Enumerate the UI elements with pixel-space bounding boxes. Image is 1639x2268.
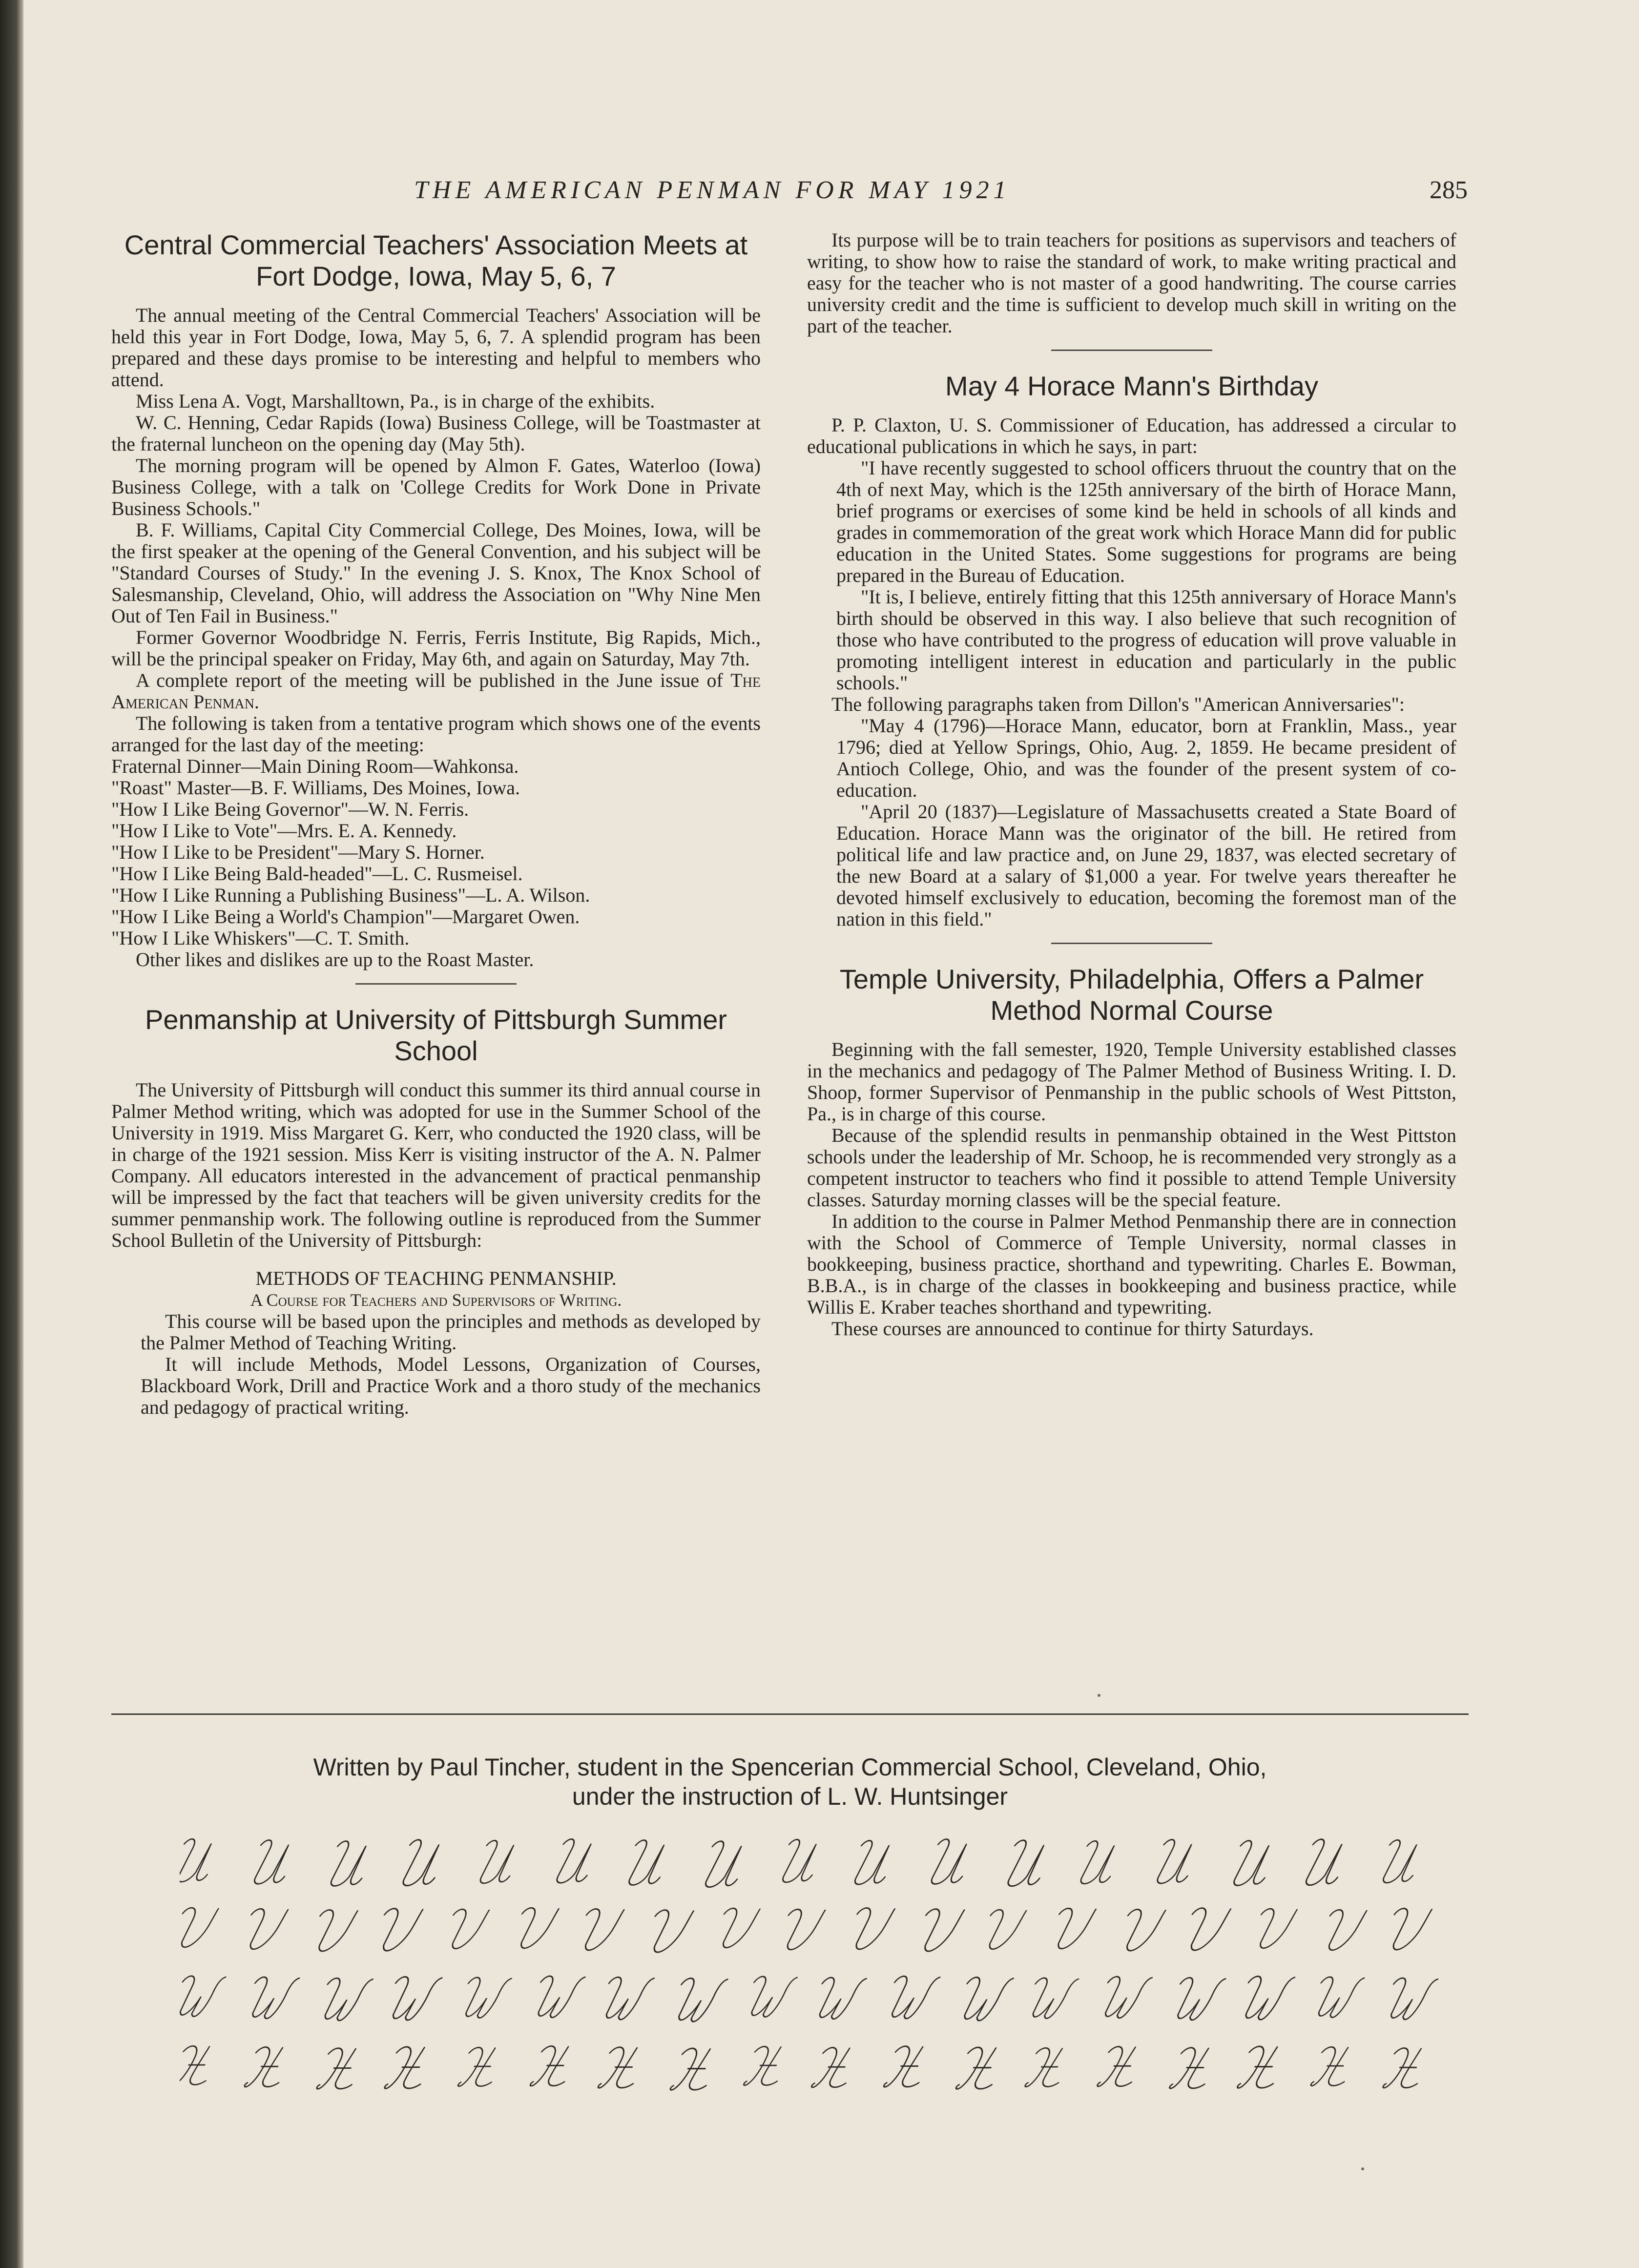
handwritten-letter-u: [623, 1840, 672, 1885]
caption-line: Written by Paul Tincher, student in the Spencerian Commercial School, Cleveland, Ohio,: [313, 1753, 1267, 1781]
quotation: "May 4 (1796)—Horace Mann, educator, born at Franklin, Mass., year 1796; died at Yellow Springs, Ohio, Aug. 2, 1859. He became president of Antioch College, Ohio, and was the founder of the present system of co-education.: [836, 715, 1456, 801]
letter-stroke: [1236, 1976, 1295, 2020]
paragraph: The annual meeting of the Central Commercial Teachers' Association will be held this year in Fort Dodge, Iowa, May 5, 6, 7. A splendid program has been prepared and these days promise to be interesting and helpful to members who attend.: [111, 304, 761, 391]
letter-stroke: [1048, 1908, 1096, 1949]
quotation: "April 20 (1837)—Legislature of Massachusetts created a State Board of Education. Horace Mann was the originator of the bill. He retired from political life and law practice and, on June 29, 1837, was elected secretary of the new Board at a salary of $1,000 a year. For twelve years thereafter he devoted himself exclusively to education, becoming the foremost man of the nation in this field.": [836, 801, 1456, 930]
paragraph: P. P. Claxton, U. S. Commissioner of Education, has addressed a circular to educational publications in which he says, in part:: [807, 414, 1456, 457]
letter-stroke: [670, 2048, 718, 2090]
paragraph: These courses are announced to continue for thirty Saturdays.: [831, 1318, 1314, 1340]
handwritten-letter-v: [777, 1909, 825, 1950]
handwritten-letter-v: [1383, 1909, 1432, 1950]
letter-stroke: [244, 1977, 300, 2019]
article-title-horace-mann: May 4 Horace Mann's Birthday: [945, 371, 1318, 401]
paragraph: Because of the splendid results in penmanship obtained in the West Pittston schools under the leadership of Mr. Schoop, he is recommended very strongly as a competent instructor to teachers who find it possible to attend Temple University classes. Saturday morning classes will be the special feature.: [807, 1124, 1456, 1211]
handwritten-letter-u: [1377, 1840, 1424, 1883]
handwritten-letter-v: [1117, 1910, 1166, 1951]
letter-stroke: [623, 1840, 672, 1885]
letter-stroke: [699, 1841, 749, 1887]
letter-stroke: [849, 1840, 897, 1884]
handwritten-letter-x: [1097, 2046, 1143, 2086]
handwritten-letter-u: [397, 1840, 447, 1886]
handwritten-letter-x: [316, 2048, 363, 2089]
handwritten-letter-u: [1075, 1841, 1122, 1884]
letter-stroke: [1097, 1977, 1153, 2018]
handwritten-letter-x: [530, 2046, 576, 2085]
handwritten-letter-x: [458, 2047, 503, 2086]
magazine-name: The American Penman: [111, 669, 761, 713]
letter-stroke: [1169, 2048, 1216, 2088]
handwritten-letter-w: [457, 1978, 512, 2018]
letter-stroke: [309, 1910, 358, 1951]
handwritten-letter-v: [180, 1908, 219, 1947]
handwritten-letter-w: [180, 1976, 226, 2017]
letter-stroke: [529, 1976, 585, 2018]
left-column: [111, 229, 761, 1418]
handwritten-letter-v: [1250, 1909, 1297, 1948]
letter-stroke: [384, 1977, 442, 2020]
handwritten-letter-v: [309, 1910, 358, 1951]
handwritten-letter-w: [1382, 1978, 1438, 2020]
program-item: "How I Like Being Governor"—W. N. Ferris.: [111, 798, 469, 820]
paragraph: Other likes and dislikes are up to the Roast Master.: [136, 948, 534, 970]
binding-edge: [0, 0, 23, 2268]
letter-stroke: [597, 1977, 654, 2020]
letter-stroke: [914, 1909, 965, 1951]
letter-stroke: [979, 1910, 1026, 1949]
article-title-temple-university: Temple University, Philadelphia, Offers a Palmer Method Normal Course: [839, 964, 1424, 1026]
letter-stroke: [1097, 2046, 1143, 2086]
paragraph: B. F. Williams, Capital City Commercial College, Des Moines, Iowa, will be the first speaker at the opening of the General Convention, and his subject will be "Standard Courses of Study." In the evening J. S. Knox, The Knox School of Salesmanship, Cleveland, Ohio, will address the Association on "Why Nine Men Out of Ten Fail in Business.": [111, 519, 761, 627]
caption-line: under the instruction of L. W. Huntsinger: [572, 1783, 1008, 1810]
handwritten-letter-u: [925, 1839, 975, 1884]
paragraph: A complete report of the meeting will be published in the June issue of The American Penman.: [111, 669, 761, 713]
letter-stroke: [884, 2046, 931, 2087]
letter-stroke: [1002, 1840, 1052, 1886]
running-title: THE AMERICAN PENMAN FOR MAY 1921: [414, 176, 1011, 204]
letter-stroke: [1383, 1909, 1432, 1950]
letter-stroke: [240, 1909, 288, 1949]
article-title-central-commercial: Central Commercial Teachers' Association Meets at Fort Dodge, Iowa, May 5, 6, 7: [124, 229, 748, 291]
paragraph: The morning program will be opened by Almon F. Gates, Waterloo (Iowa) Business College, with a talk on 'College Credits for Work Done in Private Business Schools.": [111, 454, 761, 519]
handwritten-letter-v: [442, 1909, 489, 1949]
handwritten-letter-v: [1181, 1908, 1231, 1950]
handwritten-letter-u: [325, 1841, 374, 1886]
paragraph: Miss Lena A. Vogt, Marshalltown, Pa., is in charge of the exhibits.: [136, 390, 655, 412]
paper-speck: [1098, 1694, 1100, 1697]
letter-stroke: [1377, 1840, 1424, 1883]
handwriting-specimen: [180, 1826, 1459, 2099]
program-item: "Roast" Master—B. F. Williams, Des Moines, Iowa.: [111, 777, 520, 799]
handwritten-letter-w: [529, 1976, 585, 2018]
handwritten-letter-v: [914, 1909, 965, 1951]
letter-stroke: [811, 2047, 857, 2087]
letter-stroke: [955, 1977, 1014, 2021]
handwritten-letter-x: [811, 2047, 857, 2087]
paragraph: Beginning with the fall semester, 1920, Temple University established classes in the mechanics and pedagogy of The Palmer Method of Business Writing. I. D. Shoop, former Supervisor of Penmanship in the public schools of West Pittston, Pa., is in charge of this course.: [807, 1038, 1456, 1125]
letter-stroke: [743, 1977, 797, 2017]
paragraph: This course will be based upon the principles and methods as developed by the Palmer Method of Teaching Writing.: [141, 1310, 761, 1354]
letter-stroke: [511, 1908, 559, 1948]
handwritten-letter-x: [384, 2047, 433, 2088]
handwritten-letter-u: [1228, 1841, 1277, 1886]
letter-stroke: [1075, 1841, 1122, 1884]
letter-stroke: [1319, 1910, 1367, 1950]
letter-stroke: [1310, 2047, 1355, 2085]
letter-stroke: [244, 2047, 290, 2086]
handwritten-letter-u: [1300, 1839, 1350, 1885]
handwritten-letter-v: [511, 1908, 559, 1948]
handwritten-letter-u: [551, 1839, 599, 1883]
letter-stroke: [810, 1978, 867, 2019]
section-divider: [1051, 350, 1212, 351]
letter-stroke: [458, 2047, 503, 2086]
program-item: "How I Like Being Bald-headed"—L. C. Rusmeisel.: [111, 863, 523, 885]
letter-stroke: [777, 1909, 825, 1950]
paragraph: It will include Methods, Model Lessons, Organization of Courses, Blackboard Work, Drill and Practice Work and a thoro study of the mechanics and pedagogy of practical writing.: [141, 1353, 761, 1418]
handwritten-letter-u: [777, 1839, 824, 1882]
section-divider: [355, 983, 517, 985]
section-divider: [1051, 943, 1212, 944]
handwritten-letter-v: [1048, 1908, 1096, 1949]
handwritten-letter-w: [1310, 1977, 1365, 2018]
program-item: "How I Like to be President"—Mary S. Horner.: [111, 841, 485, 863]
handwritten-letter-v: [643, 1910, 694, 1952]
letter-stroke: [249, 1840, 296, 1884]
handwritten-letter-v: [713, 1908, 760, 1948]
program-item: "How I Like Whiskers"—C. T. Smith.: [111, 927, 410, 949]
page-number: 285: [1430, 176, 1468, 204]
letter-stroke: [325, 1841, 374, 1886]
letter-stroke: [180, 1908, 219, 1947]
quotation: "It is, I believe, entirely fitting that this 125th anniversary of Horace Mann's birth should be observed in this way. I also believe that such recognition of those who have contributed to the progress of education will prove valuable in promoting intelligent interest in education and particularly in the public schools.": [836, 586, 1456, 694]
handwritten-letter-x: [1237, 2046, 1286, 2088]
letter-stroke: [713, 1908, 760, 1948]
article-title-pittsburgh: Penmanship at University of Pittsburgh Summer School: [145, 1004, 727, 1066]
handwritten-letter-w: [1097, 1977, 1153, 2018]
specimen-caption: [111, 1753, 1469, 1811]
handwritten-letter-w: [1169, 1978, 1226, 2020]
letter-stroke: [1025, 2048, 1070, 2086]
running-header: [23, 176, 1639, 215]
handwritten-letter-x: [1169, 2048, 1216, 2088]
letter-stroke: [1228, 1841, 1277, 1886]
letter-stroke: [846, 1908, 895, 1949]
handwritten-letter-x: [180, 2046, 217, 2084]
letter-stroke: [180, 1839, 219, 1882]
letter-stroke: [442, 1909, 489, 1949]
handwritten-letter-v: [979, 1910, 1026, 1949]
program-item: "How I Like Being a World's Champion"—Margaret Owen.: [111, 906, 580, 928]
handwritten-letter-x: [670, 2048, 718, 2090]
letter-stroke: [598, 2047, 644, 2088]
bottom-divider: [111, 1713, 1469, 1715]
handwritten-letter-x: [1310, 2047, 1355, 2085]
handwritten-letter-u: [249, 1840, 296, 1884]
letter-stroke: [1169, 1978, 1226, 2020]
handwritten-letter-v: [846, 1908, 895, 1949]
handwritten-letter-v: [240, 1909, 288, 1949]
letter-stroke: [777, 1839, 824, 1882]
paragraph: The University of Pittsburgh will conduct this summer its third annual course in Palmer Method writing, which was adopted for use in the Summer School of the University in 1919. Miss Margaret G. Kerr, who conducted the 1920 class, will be in charge of the 1921 session. Miss Kerr is visiting instructor of the A. N. Palmer Company. All educators interested in the advancement of practical penmanship will be impressed by the fact that teachers will be given university credits for the summer penmanship work. The following outline is reproduced from the Summer School Bulletin of the University of Pittsburgh:: [111, 1079, 761, 1251]
letter-stroke: [669, 1978, 728, 2021]
handwritten-letter-w: [597, 1977, 654, 2020]
paragraph: The following is taken from a tentative program which shows one of the events arranged for the last day of the meeting:: [111, 712, 761, 756]
letter-stroke: [1024, 1978, 1079, 2019]
program-item: Fraternal Dinner—Main Dining Room—Wahkonsa.: [111, 755, 519, 777]
letter-stroke: [1383, 2048, 1429, 2087]
paragraph: In addition to the course in Palmer Method Penmanship there are in connection with the School of Commerce of Temple University, normal classes in bookkeeping, business practice, shorthand and typewriting. Charles E. Bowman, B.B.A., is in charge of the classes in bookkeeping and business practice, while Willis E. Kraber teaches shorthand and typewriting.: [807, 1210, 1456, 1318]
handwritten-letter-w: [1024, 1978, 1079, 2019]
letter-stroke: [883, 1976, 940, 2019]
program-item: "How I Like Running a Publishing Business"—L. A. Wilson.: [111, 884, 590, 906]
magazine-page: [23, 0, 1639, 2268]
handwritten-letter-x: [1383, 2048, 1429, 2087]
letter-stroke: [384, 2047, 433, 2088]
handwritten-letter-x: [884, 2046, 931, 2087]
handwritten-letter-w: [669, 1978, 728, 2021]
letter-stroke: [744, 2046, 788, 2085]
paragraph: The following paragraphs taken from Dillon's "American Anniversaries":: [831, 693, 1405, 715]
letter-stroke: [373, 1909, 423, 1951]
letter-stroke: [956, 2047, 1004, 2089]
letter-stroke: [551, 1839, 599, 1883]
handwritten-letter-w: [955, 1977, 1014, 2021]
letter-stroke: [1250, 1909, 1297, 1948]
letter-stroke: [1300, 1839, 1350, 1885]
letter-stroke: [397, 1840, 447, 1886]
letter-stroke: [1310, 1977, 1365, 2018]
letter-stroke: [1382, 1978, 1438, 2020]
handwritten-letter-w: [883, 1976, 940, 2019]
paper-speck: [1361, 2167, 1364, 2170]
handwritten-letter-v: [575, 1909, 624, 1950]
handwritten-letter-v: [1319, 1910, 1367, 1950]
handwritten-letter-u: [475, 1840, 521, 1883]
course-subheading: A Course for Teachers and Supervisors of Writing.: [250, 1290, 622, 1310]
handwritten-letter-u: [699, 1841, 749, 1887]
handwritten-letter-u: [180, 1839, 219, 1882]
handwritten-letter-v: [373, 1909, 423, 1951]
letter-stroke: [316, 1978, 373, 2021]
letter-stroke: [316, 2048, 363, 2089]
letter-stroke: [1117, 1910, 1166, 1951]
letter-stroke: [475, 1840, 521, 1883]
handwritten-letter-x: [244, 2047, 290, 2086]
handwritten-letter-w: [244, 1977, 300, 2019]
letter-stroke: [530, 2046, 576, 2085]
letter-stroke: [457, 1978, 512, 2018]
paragraph: Its purpose will be to train teachers for positions as supervisors and teachers of writing, to show how to raise the standard of work, to make writing practical and easy for the teacher who is not master of a good handwriting. The course carries university credit and the time is sufficient to develop much skill in writing on the part of the teacher.: [807, 229, 1456, 337]
right-column: [807, 229, 1456, 1340]
handwritten-letter-x: [1025, 2048, 1070, 2086]
handwritten-letter-u: [849, 1840, 897, 1884]
quotation: "I have recently suggested to school officers thruout the country that on the 4th of next May, which is the 125th anniversary of the birth of Horace Mann, brief programs or exercises of some kind be held in schools of all kinds and grades in commemoration of the great work which Horace Mann did for public education in the United States. Some suggestions for programs are being prepared in the Bureau of Education.: [836, 457, 1456, 586]
paragraph: W. C. Henning, Cedar Rapids (Iowa) Business College, will be Toastmaster at the fraternal luncheon on the opening day (May 5th).: [111, 412, 761, 455]
letter-stroke: [575, 1909, 624, 1950]
handwritten-letter-w: [316, 1978, 373, 2021]
handwritten-letter-u: [1151, 1839, 1199, 1883]
handwritten-letter-w: [810, 1978, 867, 2019]
program-item: "How I Like to Vote"—Mrs. E. A. Kennedy.: [111, 820, 457, 842]
handwritten-letter-x: [744, 2046, 788, 2085]
letter-stroke: [925, 1839, 975, 1884]
handwritten-letter-w: [1236, 1976, 1295, 2020]
handwritten-letter-x: [956, 2047, 1004, 2089]
handwritten-letter-w: [384, 1977, 442, 2020]
letter-stroke: [1181, 1908, 1231, 1950]
handwritten-letter-x: [598, 2047, 644, 2088]
letter-stroke: [1237, 2046, 1286, 2088]
course-heading: METHODS OF TEACHING PENMANSHIP.: [255, 1267, 617, 1289]
paragraph: Former Governor Woodbridge N. Ferris, Ferris Institute, Big Rapids, Mich., will be the principal speaker on Friday, May 6th, and again on Saturday, May 7th.: [111, 626, 761, 670]
handwritten-letter-w: [743, 1977, 797, 2017]
letter-stroke: [180, 1976, 226, 2017]
letter-stroke: [180, 2046, 217, 2084]
handwritten-letter-u: [1002, 1840, 1052, 1886]
letter-stroke: [1151, 1839, 1199, 1883]
letter-stroke: [643, 1910, 694, 1952]
